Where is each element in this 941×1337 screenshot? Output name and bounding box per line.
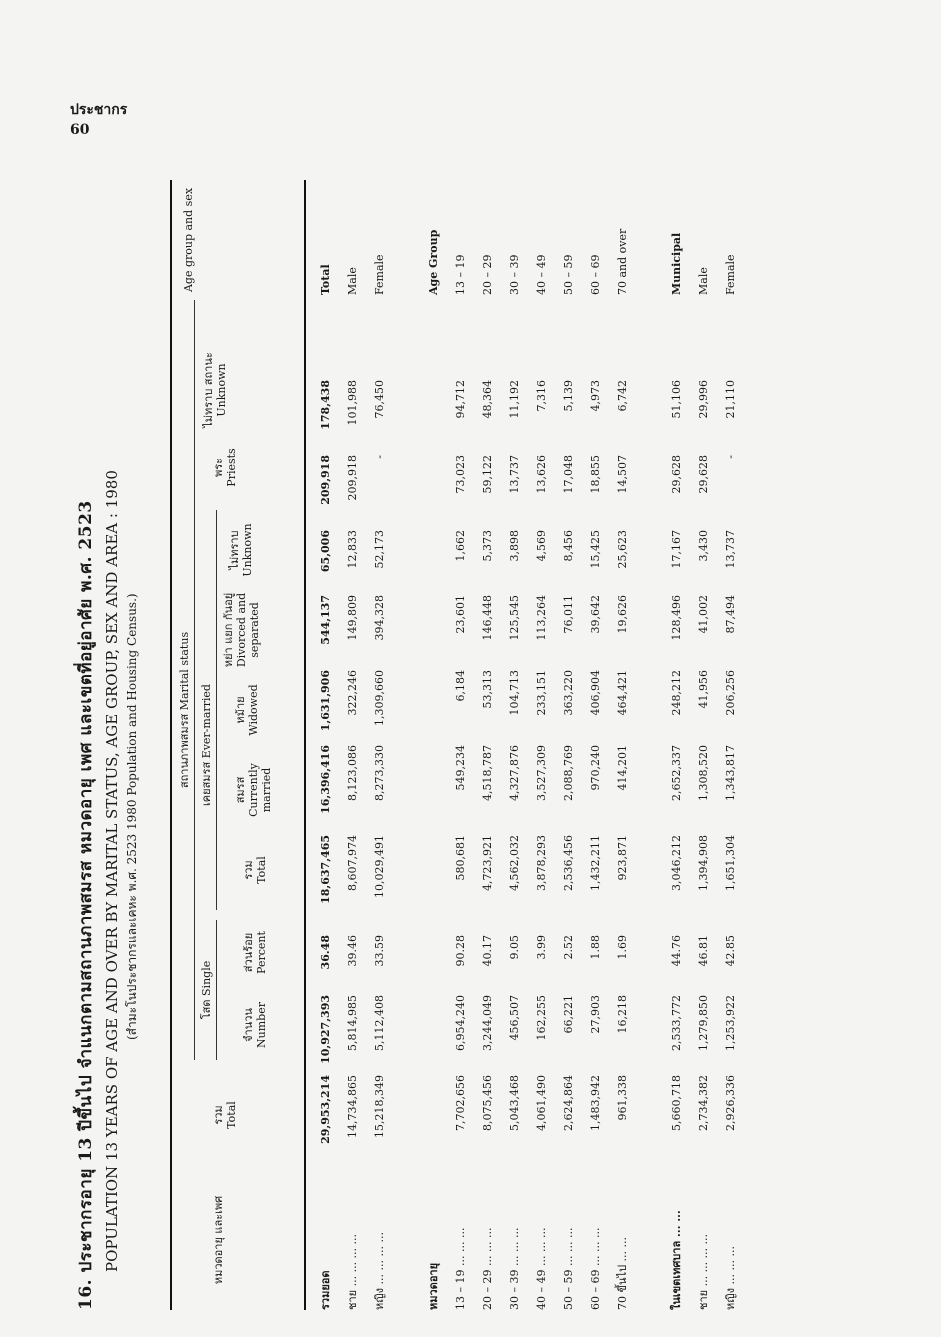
table-cell (393, 380, 420, 450)
table-cell (420, 835, 447, 925)
col-label (312, 1155, 744, 1310)
table-cell: Male (346, 267, 359, 295)
table-cell: 44.76 (670, 935, 683, 967)
header-marital-status: สถานภาพสมรส Marital status (178, 631, 191, 789)
table-cell: 2,533,772 (670, 995, 683, 1051)
table-cell: 53,313 (481, 670, 494, 709)
table-cell: 5,043,468 (508, 1075, 521, 1131)
table-cell: 125,545 (508, 595, 521, 641)
table-cell: 1,651,304 (724, 835, 737, 891)
table-cell: Municipal (670, 232, 683, 295)
table-cell: 7,316 (535, 380, 548, 412)
table-cell: 20 – 29 ... ... ... (481, 1227, 494, 1310)
table-cell: 5,814,985 (346, 995, 359, 1051)
table-cell: 17,048 (562, 455, 575, 494)
header-unknown: ไม่ทราบ Unknown (228, 523, 254, 577)
table-cell: 406,904 (589, 670, 602, 716)
table-cell (636, 1075, 663, 1150)
table-cell: 40.17 (481, 935, 494, 967)
header-line (216, 510, 217, 910)
table-cell: 8,075,456 (481, 1075, 494, 1131)
table-cell (393, 835, 420, 925)
table-cell: 1.69 (616, 935, 629, 960)
table-cell (393, 180, 420, 295)
table-cell (420, 380, 447, 450)
table-cell: 101,988 (346, 380, 359, 426)
col-em-total (312, 835, 744, 925)
table-cell (420, 1075, 447, 1150)
table-cell: 18,855 (589, 455, 602, 494)
table-cell: 76,450 (373, 380, 386, 419)
table-cell: 30 – 39 (508, 254, 521, 295)
table-cell: 363,220 (562, 670, 575, 716)
table-cell: 394,328 (373, 595, 386, 641)
col-currently-married (312, 745, 744, 830)
table-cell: 16,396,416 (319, 745, 332, 814)
table-cell: 5,139 (562, 380, 575, 412)
table-cell (393, 595, 420, 665)
table-cell: Age Group (427, 229, 440, 295)
table-cell: 40 – 49 (535, 254, 548, 295)
table-cell: 2,536,456 (562, 835, 575, 891)
table-cell: 50 – 59 (562, 254, 575, 295)
table-cell: 10,029,491 (373, 835, 386, 898)
table-cell: 11,192 (508, 380, 521, 419)
table-cell: - (724, 455, 737, 459)
table-cell: Male (697, 267, 710, 295)
table-cell: Female (724, 254, 737, 295)
table-cell: 2,926,336 (724, 1075, 737, 1131)
table-cell: 113,264 (535, 595, 548, 641)
table-cell (393, 1155, 420, 1310)
table-body (312, 180, 882, 1310)
table-cell (636, 745, 663, 830)
page-header (70, 100, 127, 140)
table-cell (393, 455, 420, 525)
table-cell: 59,122 (481, 455, 494, 494)
table-cell: 90.28 (454, 935, 467, 967)
table-cell: 73,023 (454, 455, 467, 494)
table-cell (636, 180, 663, 295)
table-cell: 4,061,490 (535, 1075, 548, 1131)
header-line (194, 300, 195, 1060)
table-cell: Total (319, 264, 332, 295)
table-cell (420, 670, 447, 740)
header-number: จำนวน Number (242, 1002, 268, 1048)
table-cell: 21,110 (724, 380, 737, 419)
table-cell: 2.52 (562, 935, 575, 960)
table-cell: 76,011 (562, 595, 575, 634)
table-cell: 1,343,817 (724, 745, 737, 801)
table-cell: 209,918 (346, 455, 359, 501)
table-cell: 12,833 (346, 530, 359, 569)
table-cell: 961,338 (616, 1075, 629, 1121)
header-single: โสด Single (200, 960, 213, 1020)
table-cell: 8,273,330 (373, 745, 386, 801)
table-cell: 1,631,906 (319, 670, 332, 732)
table-cell: หญิง ... ... ... ... (373, 1232, 386, 1310)
table-cell: 15,425 (589, 530, 602, 569)
title-source: (สำมะโนประชากรและเคหะ พ.ศ. 2523 1980 Population and Housing Census.) (125, 593, 139, 1040)
table-cell (420, 530, 447, 590)
table-cell: 29,996 (697, 380, 710, 419)
page-number: 60 (70, 122, 90, 138)
table-cell: 6,954,240 (454, 995, 467, 1051)
table-cell: 233,151 (535, 670, 548, 716)
table-cell: 2,624,864 (562, 1075, 575, 1131)
table-cell: 2,088,769 (562, 745, 575, 801)
table-cell: 146,448 (481, 595, 494, 641)
table-cell: 30 – 39 ... ... ... (508, 1227, 521, 1310)
table-cell: 41,002 (697, 595, 710, 634)
table-cell: 52,173 (373, 530, 386, 569)
table-cell: - (373, 455, 386, 459)
table-cell: 39,642 (589, 595, 602, 634)
col-single-number (312, 995, 744, 1070)
col-unknown-status (312, 380, 744, 450)
table-cell: 5,112,408 (373, 995, 386, 1051)
table-cell: 970,240 (589, 745, 602, 791)
table-cell: 1,308,520 (697, 745, 710, 801)
table-cell: 162,255 (535, 995, 548, 1041)
header-em-total: รวม Total (242, 856, 268, 884)
header-percent: ส่วนร้อย Percent (242, 931, 268, 974)
table-cell (636, 530, 663, 590)
table-cell: หญิง ... ... ... (724, 1246, 737, 1310)
table-cell: 4,569 (535, 530, 548, 562)
table-cell: 923,871 (616, 835, 629, 881)
table-cell: 18,637,465 (319, 835, 332, 904)
table-cell: 3,898 (508, 530, 521, 562)
table-cell: 206,256 (724, 670, 737, 716)
table-cell (420, 995, 447, 1070)
table-cell (420, 935, 447, 990)
table-cell: 322,246 (346, 670, 359, 716)
table-cell: 23,601 (454, 595, 467, 634)
table-cell: 13 – 19 (454, 254, 467, 295)
table-cell: 46.81 (697, 935, 710, 967)
table-cell (420, 455, 447, 525)
table-cell: 87,494 (724, 595, 737, 634)
table-cell: 29,953,214 (319, 1075, 332, 1144)
table-cell: 29,628 (697, 455, 710, 494)
table-cell: 10,927,393 (319, 995, 332, 1064)
table-cell: 209,918 (319, 455, 332, 505)
table-cell (636, 670, 663, 740)
table-cell: ชาย ... ... ... ... (697, 1233, 710, 1310)
table-cell (393, 995, 420, 1070)
table-cell (636, 455, 663, 525)
table-cell: 51,106 (670, 380, 683, 419)
table-cell: 178,438 (319, 380, 332, 430)
header-priests: พระ Priests (212, 448, 238, 487)
table-cell: 13,626 (535, 455, 548, 494)
table-cell: 3,527,309 (535, 745, 548, 801)
table-cell (393, 745, 420, 830)
table-cell: 39.46 (346, 935, 359, 967)
table-cell: 36.48 (319, 935, 332, 970)
table-title (72, 180, 142, 1310)
table-cell: 580,681 (454, 835, 467, 881)
header-total: รวม Total (212, 1101, 238, 1129)
table-cell: 6,742 (616, 380, 629, 412)
table-cell (393, 530, 420, 590)
table-cell: 1,253,922 (724, 995, 737, 1051)
table-cell: 8,607,974 (346, 835, 359, 891)
table-cell: 27,903 (589, 995, 602, 1034)
table-cell: 414,201 (616, 745, 629, 791)
section-name: ประชากร (70, 102, 128, 118)
header-currently-married: สมรส Currently married (234, 763, 273, 817)
table-cell: 1,279,850 (697, 995, 710, 1051)
table-cell: 14,734,865 (346, 1075, 359, 1138)
table-cell (636, 1155, 663, 1310)
table-cell: 2,652,337 (670, 745, 683, 801)
table-cell: 94,712 (454, 380, 467, 419)
title-thai: ประชากรอายุ 13 ปีขึ้นไป จำแนกตามสถานภาพสมรส หมวดอายุ เพศ และเขตที่อยู่อาศัย พ.ศ. 2523 (76, 500, 96, 1273)
table-cell: 464,421 (616, 670, 629, 716)
table-cell: 17,167 (670, 530, 683, 569)
table-cell (636, 380, 663, 450)
table-cell: 20 – 29 (481, 254, 494, 295)
table-cell (420, 745, 447, 830)
table-cell: 4,327,876 (508, 745, 521, 801)
table-cell: 3.99 (535, 935, 548, 960)
table-cell: 13,737 (724, 530, 737, 569)
table-cell: 33.59 (373, 935, 386, 967)
col-widowed (312, 670, 744, 740)
table-cell: 29,628 (670, 455, 683, 494)
table-cell (393, 1075, 420, 1150)
header-divorced: หย่า แยก กันอยู่ Divorced and separated (222, 592, 261, 668)
col-unknown (312, 530, 744, 590)
table-cell: รวมยอด (319, 1270, 332, 1310)
table-cell: 1,394,908 (697, 835, 710, 891)
table-cell: หมวดอายุ (427, 1262, 440, 1310)
table-cell: 1,483,942 (589, 1075, 602, 1131)
header-age-sex-label: หมวดอายุ และเพศ (212, 1195, 225, 1285)
table-cell: 549,234 (454, 745, 467, 791)
table-cell: 3,046,212 (670, 835, 683, 891)
table-cell: 8,456 (562, 530, 575, 562)
col-divorced (312, 595, 744, 665)
header-unknown-status: ไม่ทราบ สถานะ Unknown (202, 352, 228, 428)
table-cell: 4,518,787 (481, 745, 494, 801)
table-cell: 544,137 (319, 595, 332, 645)
title-english: POPULATION 13 YEARS OF AGE AND OVER BY MARITAL STATUS, AGE GROUP, SEX AND AREA : 1980 (103, 470, 121, 1272)
table-cell: 248,212 (670, 670, 683, 716)
table-cell: 13,737 (508, 455, 521, 494)
table-cell: 66,221 (562, 995, 575, 1034)
table-cell: 60 – 69 ... ... ... (589, 1227, 602, 1310)
table-cell: ในเขตเทศบาล ... ... (670, 1210, 683, 1310)
table-cell: 3,878,293 (535, 835, 548, 891)
table-cell: 9.05 (508, 935, 521, 960)
table-cell: 2,734,382 (697, 1075, 710, 1131)
table-cell: 1,432,211 (589, 835, 602, 891)
table-cell: 3,430 (697, 530, 710, 562)
table-cell: 7,702,656 (454, 1075, 467, 1131)
table-cell: Female (373, 254, 386, 295)
table-cell: 14,507 (616, 455, 629, 494)
table-number: 16. (76, 1278, 96, 1310)
table-cell: 40 – 49 ... ... ... (535, 1227, 548, 1310)
table-cell: 3,244,049 (481, 995, 494, 1051)
table-cell: 1,309,660 (373, 670, 386, 726)
table-cell: 60 – 69 (589, 254, 602, 295)
table-cell: 1,662 (454, 530, 467, 562)
table-cell: 104,713 (508, 670, 521, 716)
table-cell: 8,123,086 (346, 745, 359, 801)
table-cell: 50 – 59 ... ... ... (562, 1227, 575, 1310)
table-cell: 19,626 (616, 595, 629, 634)
table-cell: 65,006 (319, 530, 332, 573)
table-cell: 4,562,032 (508, 835, 521, 891)
table-cell (393, 935, 420, 990)
table-cell (636, 995, 663, 1070)
table-cell: 15,218,349 (373, 1075, 386, 1138)
table-cell: 128,496 (670, 595, 683, 641)
table-header (172, 180, 302, 1310)
header-line (216, 920, 217, 1060)
table-cell (636, 595, 663, 665)
col-english-label (312, 180, 744, 295)
table-cell: 6,184 (454, 670, 467, 702)
table-cell: 16,218 (616, 995, 629, 1034)
table-cell: 70 and over (616, 228, 629, 295)
table-cell: 4,973 (589, 380, 602, 412)
table-cell (636, 935, 663, 990)
table-cell: 41,956 (697, 670, 710, 709)
col-total (312, 1075, 744, 1150)
table-cell: 5,660,718 (670, 1075, 683, 1131)
table-cell: 25,623 (616, 530, 629, 569)
table-cell: 48,364 (481, 380, 494, 419)
header-widowed: หม้าย Widowed (234, 684, 260, 736)
table-cell: 70 ขึ้นไป ... ... (616, 1236, 629, 1310)
col-priests (312, 455, 744, 525)
table-cell: 42.85 (724, 935, 737, 967)
rule-mid (304, 180, 306, 1310)
table-cell: ชาย ... ... ... ... (346, 1233, 359, 1310)
table-cell (393, 670, 420, 740)
rotated-table-page (72, 180, 882, 1310)
header-age-group-sex: Age group and sex (182, 187, 195, 293)
table-cell: 149,809 (346, 595, 359, 641)
table-cell: 13 – 19 ... ... ... (454, 1227, 467, 1310)
table-cell: 5,373 (481, 530, 494, 562)
table-cell (636, 835, 663, 925)
table-cell (420, 595, 447, 665)
table-cell: 4,723,921 (481, 835, 494, 891)
col-single-percent (312, 935, 744, 990)
header-ever-married: เคยสมรส Ever-married (200, 684, 213, 806)
table-cell: 456,507 (508, 995, 521, 1041)
table-cell: 1.88 (589, 935, 602, 960)
